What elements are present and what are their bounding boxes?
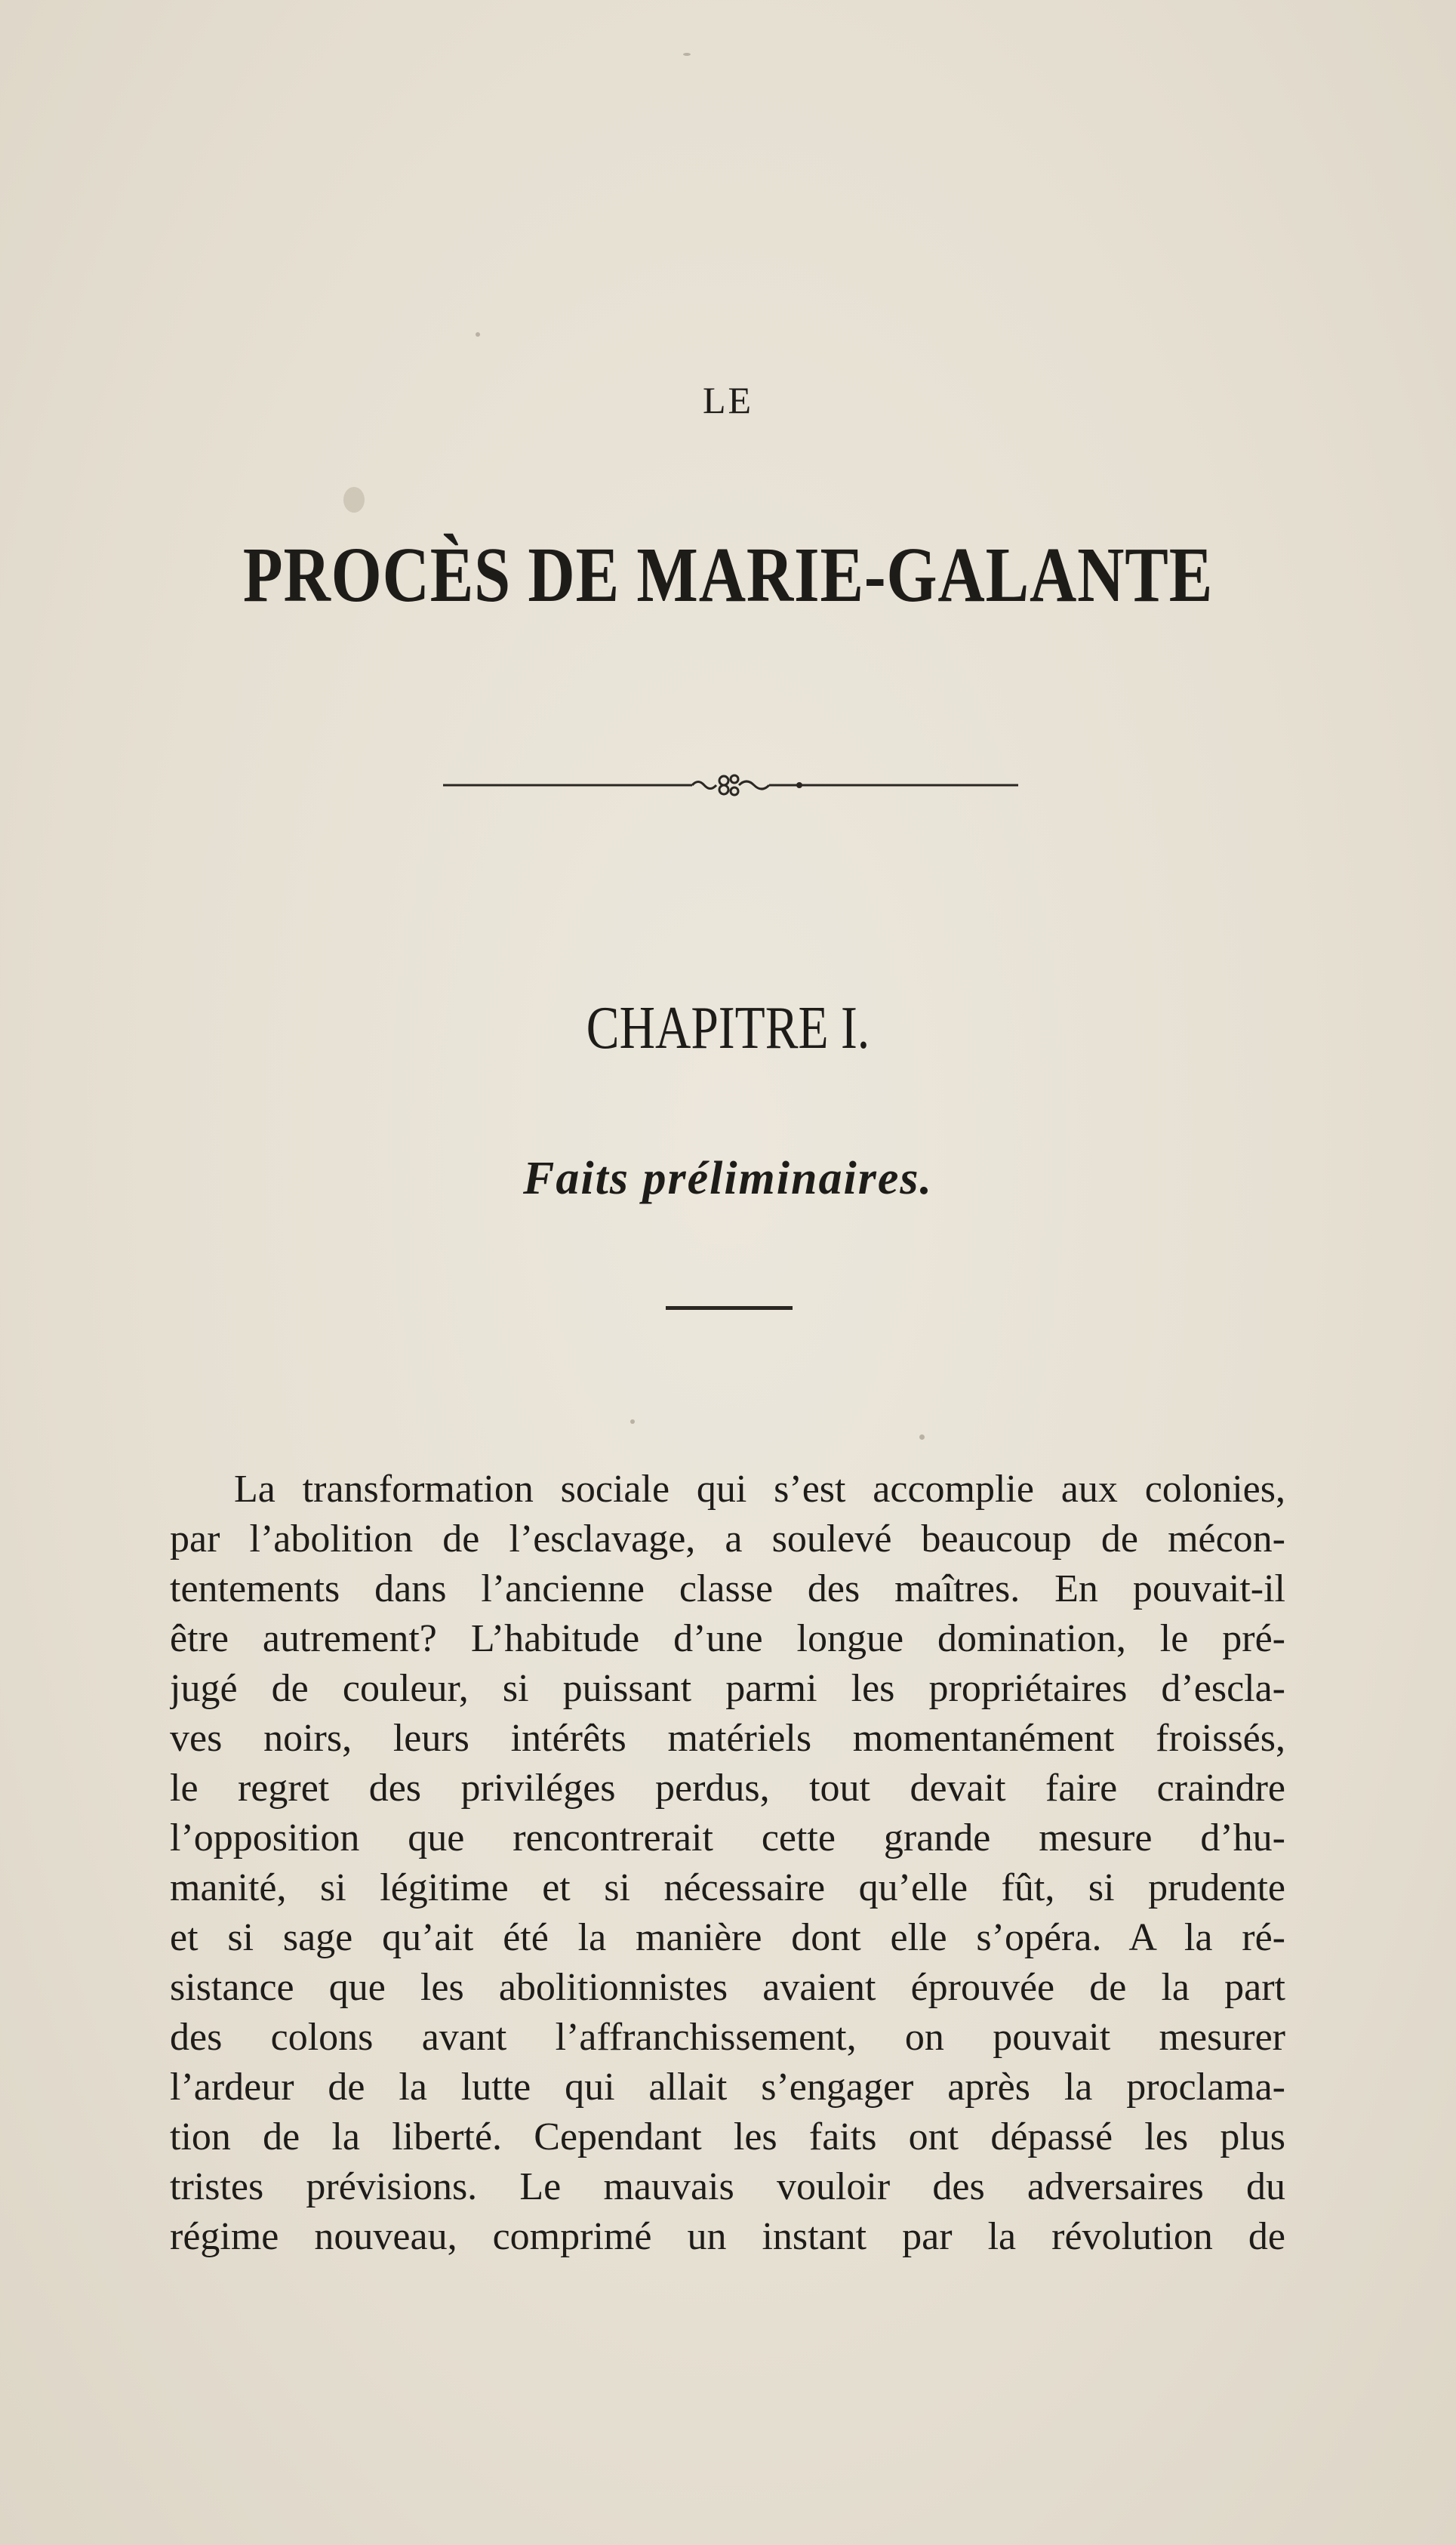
section-divider — [666, 1306, 793, 1310]
body-line: tristes prévisions. Le mauvais vouloir des adversaires du — [170, 2165, 1285, 2208]
body-line: par l’abolition de l’esclavage, a soulevé beaucoup de mécon- — [170, 1517, 1285, 1561]
body-line: manité, si légitime et si nécessaire qu’elle fût, si prudente — [170, 1866, 1285, 1909]
body-line: des colons avant l’affranchissement, on pouvait mesurer — [170, 2016, 1285, 2059]
fleuron-rule-ornament-icon — [443, 770, 1018, 800]
body-line: La transformation sociale qui s’est accomplie aux colonies, — [234, 1468, 1285, 1511]
body-line: l’opposition que rencontrerait cette grande mesure d’hu- — [170, 1816, 1285, 1859]
body-line: le regret des priviléges perdus, tout devait faire craindre — [170, 1767, 1285, 1810]
body-line: l’ardeur de la lutte qui allait s’engager après la proclama- — [170, 2066, 1285, 2109]
body-line: être autrement? L’habitude d’une longue domination, le pré- — [170, 1617, 1285, 1660]
body-line: tion de la liberté. Cependant les faits ont dépassé les plus — [170, 2115, 1285, 2158]
chapter-subtitle: Faits préliminaires. — [523, 1153, 933, 1204]
paper-speck — [630, 1419, 635, 1424]
body-line: régime nouveau, comprimé un instant par la révolution de — [170, 2215, 1285, 2258]
body-line: et si sage qu’ait été la manière dont elle s’opéra. A la ré- — [170, 1916, 1285, 1959]
title-article: LE — [702, 379, 754, 421]
body-line: sistance que les abolitionnistes avaient éprouvée de la part — [170, 1966, 1285, 2009]
body-line: ves noirs, leurs intérêts matériels momentanément froissés, — [170, 1717, 1285, 1760]
chapter-heading: CHAPITRE I. — [586, 995, 870, 1061]
body-paragraph — [170, 1465, 1285, 2262]
paper-speck — [919, 1434, 925, 1440]
paper-speck — [476, 332, 480, 337]
paper-speck — [343, 487, 365, 513]
body-line: jugé de couleur, si puissant parmi les propriétaires d’escla- — [170, 1667, 1285, 1710]
book-title: PROCÈS DE MARIE-GALANTE — [242, 531, 1214, 618]
body-line: tentements dans l’ancienne classe des maîtres. En pouvait-il — [170, 1567, 1285, 1610]
paper-speck — [683, 53, 691, 56]
